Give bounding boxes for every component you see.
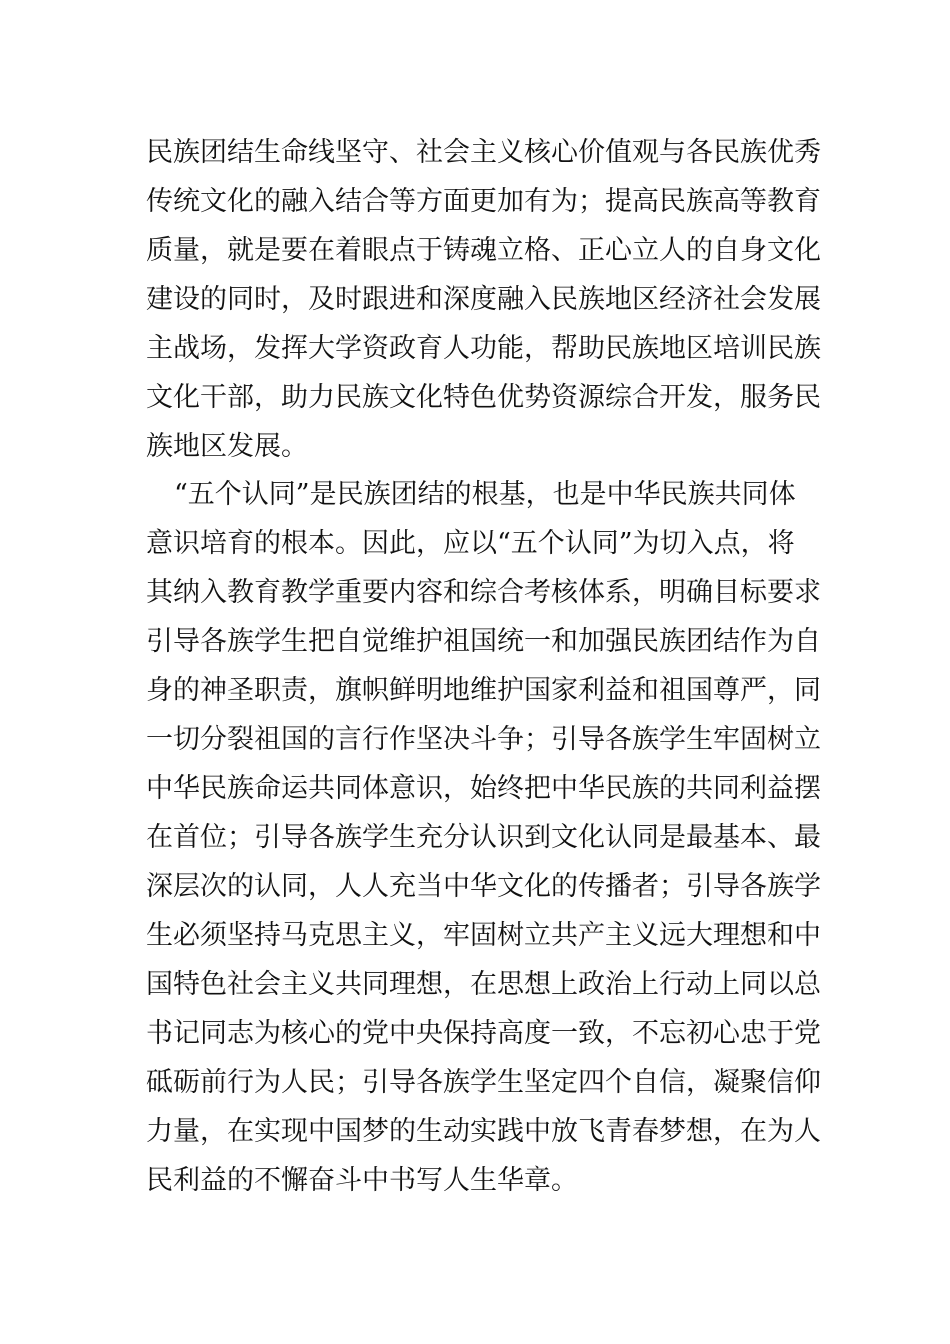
paragraph-line: 质量，就是要在着眼点于铸魂立格、正心立人的自身文化 bbox=[146, 235, 821, 266]
paragraph-line: 砥砺前行为人民；引导各族学生坚定四个自信，凝聚信仰 bbox=[146, 1067, 821, 1098]
paragraph-line: 其纳入教育教学重要内容和综合考核体系，明确目标要求 bbox=[146, 577, 821, 608]
paragraph-line: 国特色社会主义共同理想，在思想上政治上行动上同以总 bbox=[146, 969, 821, 1000]
paragraph-line: 在首位；引导各族学生充分认识到文化认同是最基本、最 bbox=[146, 822, 821, 853]
paragraph-2 bbox=[146, 470, 821, 1254]
paragraph-line: 一切分裂祖国的言行作坚决斗争；引导各族学生牢固树立 bbox=[146, 724, 821, 755]
paragraph-line: 主战场，发挥大学资政育人功能，帮助民族地区培训民族 bbox=[146, 333, 821, 364]
paragraph-line: 民族团结生命线坚守、社会主义核心价值观与各民族优秀 bbox=[146, 137, 821, 168]
paragraph-1 bbox=[146, 128, 821, 471]
paragraph-line bbox=[146, 1205, 816, 1254]
paragraph-line: 中华民族命运共同体意识，始终把中华民族的共同利益摆 bbox=[146, 773, 821, 804]
paragraph-line: 力量，在实现中国梦的生动实践中放飞青春梦想，在为人 bbox=[146, 1116, 821, 1147]
paragraph-line: 建设的同时，及时跟进和深度融入民族地区经济社会发展 bbox=[146, 284, 821, 315]
paragraph-line: 引导各族学生把自觉维护祖国统一和加强民族团结作为自 bbox=[146, 626, 821, 657]
paragraph-line: 民利益的不懈奋斗中书写人生华章。 bbox=[146, 1165, 578, 1196]
paragraph-line: 意识培育的根本。因此，应以“五个认同”为切入点，将 bbox=[146, 528, 795, 559]
paragraph-line: 生必须坚持马克思主义，牢固树立共产主义远大理想和中 bbox=[146, 920, 821, 951]
paragraph-line: 文化干部，助力民族文化特色优势资源综合开发，服务民 bbox=[146, 382, 821, 413]
paragraph-first-line: “五个认同”是民族团结的根基，也是中华民族共同体 bbox=[174, 479, 796, 510]
paragraph-line: 族地区发展。 bbox=[146, 431, 308, 462]
paragraph-line: 身的神圣职责，旗帜鲜明地维护国家利益和祖国尊严，同 bbox=[146, 675, 821, 706]
paragraph-line: 传统文化的融入结合等方面更加有为；提高民族高等教育 bbox=[146, 186, 821, 217]
paragraph-line: 书记同志为核心的党中央保持高度一致，不忘初心忠于党 bbox=[146, 1018, 821, 1049]
paragraph-line: 深层次的认同，人人充当中华文化的传播者；引导各族学 bbox=[146, 871, 821, 902]
